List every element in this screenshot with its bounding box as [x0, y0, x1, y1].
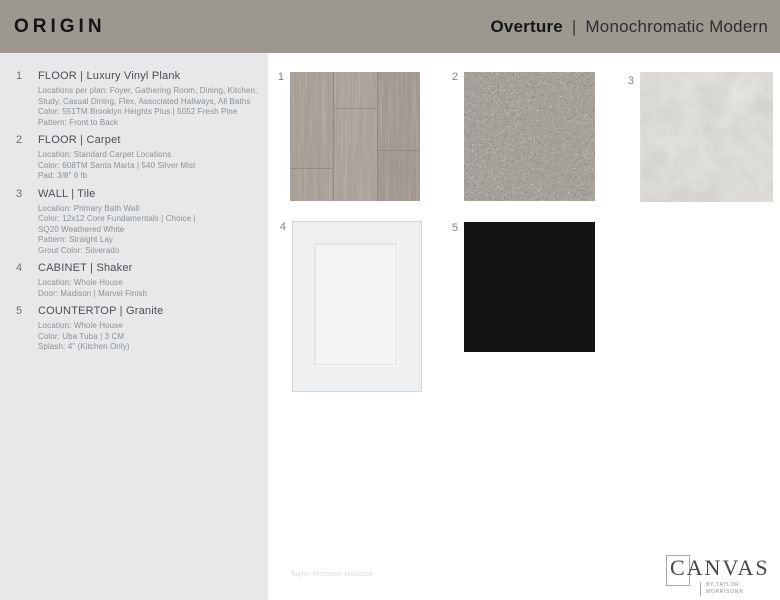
swatch-number-3: 3: [627, 75, 634, 87]
spec-detail: Grout Color: Silverado: [38, 245, 120, 255]
swatch-number-1: 1: [277, 71, 284, 83]
spec-number: 3: [16, 187, 23, 200]
spec-detail: SQ20 Weathered White: [38, 224, 125, 234]
spec-detail: Study, Casual Dining, Flex, Associated Hallways, All Baths: [38, 96, 251, 106]
spec-title: FLOOR | Luxury Vinyl Plank: [38, 70, 181, 82]
spec-item-floor-lvp: [16, 70, 258, 128]
spec-sidebar: [0, 53, 268, 600]
canvas-logo-wordmark: CANVAS: [670, 555, 770, 580]
swatch-wall-tile: [640, 72, 773, 202]
spec-detail: Color: 608TM Santa Marta | 540 Silver Mist: [38, 160, 196, 170]
canvas-logo: [666, 552, 776, 594]
spec-detail: Location: Standard Carpet Locations: [38, 150, 172, 159]
swatch-number-5: 5: [451, 222, 458, 234]
spec-body: [38, 188, 258, 257]
canvas-logo-tagline: BY TAYLOR MORRISON®: [700, 582, 776, 596]
brand-logo: ORIGIN: [14, 15, 106, 37]
style-name: Monochromatic Modern: [585, 16, 768, 36]
spec-body: [38, 262, 258, 299]
wood-plank-texture: [290, 72, 420, 201]
swatch-cabinet-door: [292, 221, 422, 392]
spec-detail: Pad: 3/8" 6 lb: [38, 171, 88, 180]
collection-title: [490, 17, 768, 37]
spec-title: WALL | Tile: [38, 187, 96, 200]
spec-detail: Location: Whole House: [38, 278, 123, 287]
spec-detail: Pattern: Front to Back: [38, 117, 119, 127]
spec-item-floor-carpet: [16, 134, 258, 182]
spec-number: 5: [16, 305, 23, 317]
spec-detail: Splash: 4" (Kitchen Only): [38, 342, 130, 351]
spec-detail: Location: Primary Bath Wall: [38, 203, 140, 213]
spec-detail: Pattern: Straight Lay: [38, 235, 114, 244]
spec-detail: Location: Whole House: [38, 321, 123, 330]
header-band: [0, 0, 780, 53]
swatch-number-2: 2: [451, 71, 458, 83]
spec-body: [38, 70, 258, 128]
spec-number: 1: [16, 70, 23, 82]
swatch-number-4: 4: [279, 221, 286, 233]
spec-body: [38, 305, 258, 353]
shaker-door-face: [292, 221, 422, 392]
tile-texture: [640, 72, 773, 202]
spec-detail: Color: 12x12 Core Fundamentals | Choice |: [38, 214, 196, 223]
swatch-granite: [464, 222, 595, 352]
carpet-texture: [464, 72, 595, 201]
spec-detail: Color: 551TM Brooklyn Heights Plus | 5052 Fresh Pine: [38, 107, 238, 116]
spec-detail: Locations per plan: Foyer, Gathering Room, Dining, Kitchen,: [38, 86, 258, 95]
designer-credit: Taylor Morrison Houston: [290, 571, 373, 578]
spec-item-cabinet: [16, 262, 258, 299]
spec-title: FLOOR | Carpet: [38, 134, 121, 146]
shaker-door-recessed-panel: [314, 243, 397, 365]
granite-texture: [464, 222, 595, 352]
spec-number: 2: [16, 134, 23, 146]
spec-item-countertop: [16, 305, 258, 353]
spec-detail: Color: Uba Tuba | 3 CM: [38, 331, 125, 341]
spec-title: COUNTERTOP | Granite: [38, 305, 164, 317]
spec-body: [38, 134, 258, 182]
spec-title: CABINET | Shaker: [38, 262, 133, 274]
title-divider: |: [571, 16, 577, 36]
spec-number: 4: [16, 262, 23, 274]
swatch-carpet: [464, 72, 595, 201]
spec-item-wall-tile: [16, 188, 258, 257]
swatch-luxury-vinyl-plank: [290, 72, 420, 201]
spec-detail: Door: Madison | Marvel Finish: [38, 288, 148, 298]
collection-name: Overture: [490, 16, 563, 36]
